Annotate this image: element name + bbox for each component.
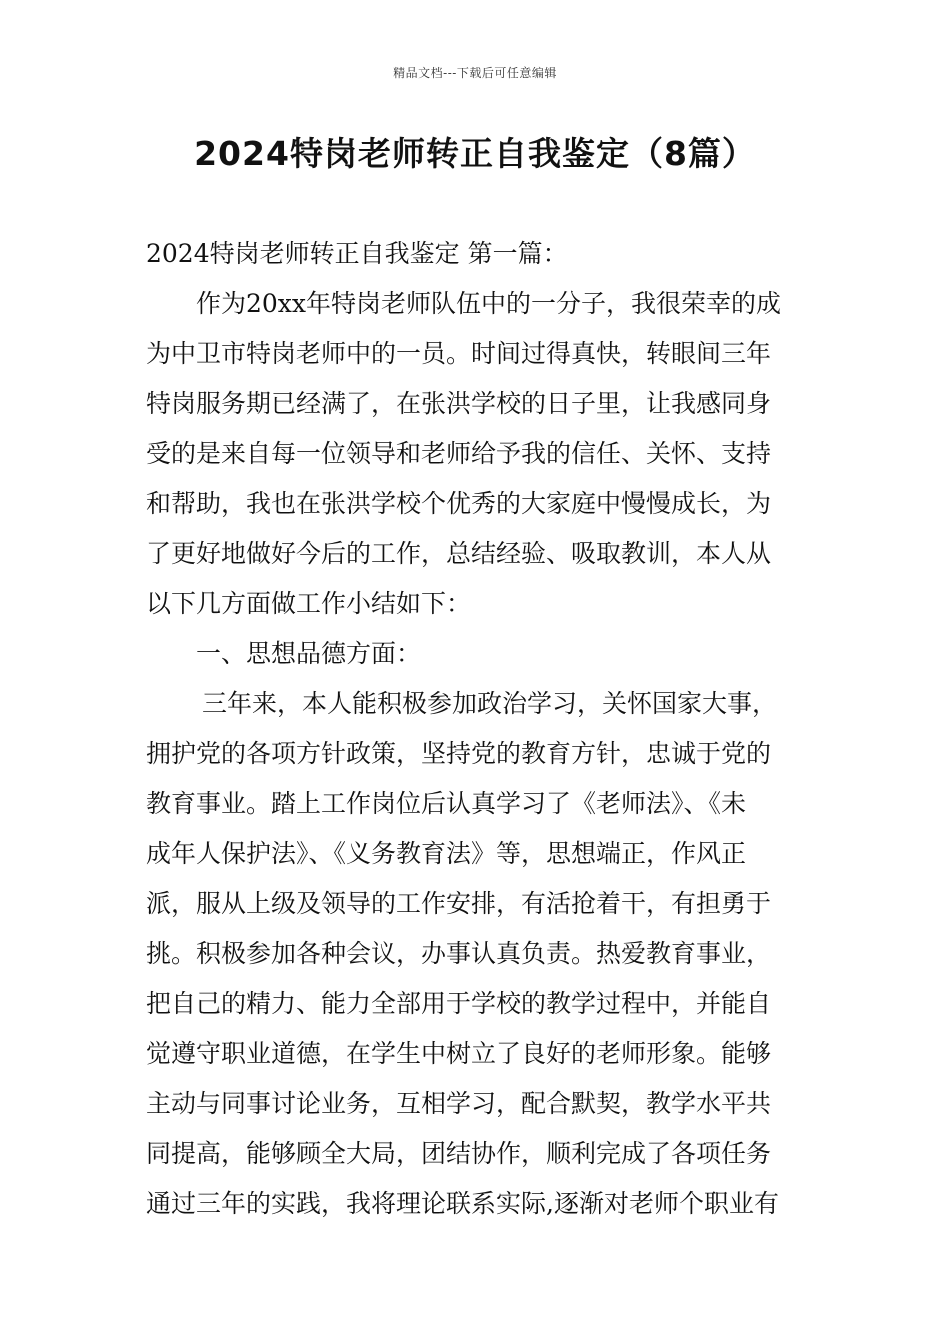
paragraph-line: 三年来，本人能积极参加政治学习，关怀国家大事， xyxy=(202,689,778,718)
document-body xyxy=(146,229,810,1229)
paragraph-line: 作为20xx年特岗老师队伍中的一分子，我很荣幸的成 xyxy=(196,289,782,318)
paragraph-line: 把自己的精力、能力全部用于学校的教学过程中，并能自 xyxy=(146,989,772,1018)
paragraph-line: 和帮助，我也在张洪学校个优秀的大家庭中慢慢成长，为 xyxy=(146,489,772,518)
paragraph-line: 主动与同事讨论业务，互相学习，配合默契，教学水平共 xyxy=(146,1089,772,1118)
paragraph-line: 了更好地做好今后的工作，总结经验、吸取教训，本人从 xyxy=(146,539,772,568)
paragraph-line: 成年人保护法》、《义务教育法》等，思想端正，作风正 xyxy=(146,839,747,868)
paragraph-line: 派，服从上级及领导的工作安排，有活抢着干，有担勇于 xyxy=(146,889,772,918)
paragraph-line: 觉遵守职业道德，在学生中树立了良好的老师形象。能够 xyxy=(146,1039,772,1068)
paragraph-line: 为中卫市特岗老师中的一员。时间过得真快，转眼间三年 xyxy=(146,339,772,368)
document-title: 2024特岗老师转正自我鉴定（8篇） xyxy=(194,134,756,173)
paragraph-line: 拥护党的各项方针政策，坚持党的教育方针，忠诚于党的 xyxy=(146,739,772,768)
paragraph-line: 挑。积极参加各种会议，办事认真负责。热爱教育事业， xyxy=(146,939,772,968)
subheading: 一、思想品德方面： xyxy=(196,639,422,668)
paragraph-line: 通过三年的实践，我将理论联系实际,逐渐对老师个职业有 xyxy=(146,1189,779,1218)
section-heading: 2024特岗老师转正自我鉴定 第一篇： xyxy=(146,239,568,268)
paragraph-line: 同提高，能够顾全大局，团结协作，顺利完成了各项任务 xyxy=(146,1139,772,1168)
paragraph-line: 教育事业。踏上工作岗位后认真学习了《老师法》、《未 xyxy=(146,789,747,818)
paragraph-1 xyxy=(146,279,810,629)
paragraph-2 xyxy=(146,679,810,1229)
header-note: 精品文档---下载后可任意编辑 xyxy=(393,66,557,80)
paragraph-line: 受的是来自每一位领导和老师给予我的信任、关怀、支持 xyxy=(146,439,772,468)
paragraph-line: 特岗服务期已经满了，在张洪学校的日子里，让我感同身 xyxy=(146,389,772,418)
paragraph-line: 以下几方面做工作小结如下： xyxy=(146,589,472,618)
